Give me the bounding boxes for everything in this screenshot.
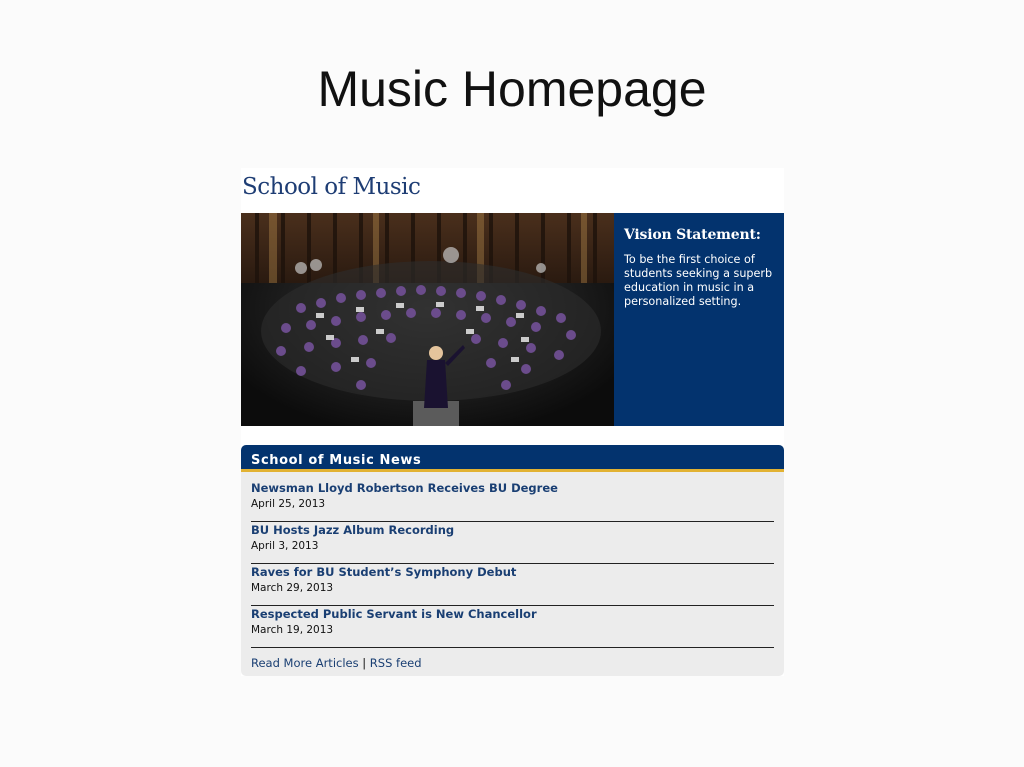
news-footer — [241, 648, 784, 670]
news-list — [241, 472, 784, 648]
news-item — [251, 606, 774, 648]
news-date: March 29, 2013 — [251, 582, 334, 594]
vision-text: To be the first choice of students seeking a superb education in music in a personalized setting. — [624, 253, 773, 308]
news-item — [251, 480, 774, 522]
news-item — [251, 522, 774, 564]
rss-feed-link[interactable]: RSS feed — [369, 656, 422, 670]
news-date: April 25, 2013 — [251, 498, 326, 510]
read-more-link[interactable]: Read More Articles — [251, 656, 359, 670]
news-headline-link[interactable]: Raves for BU Student’s Symphony Debut — [251, 565, 517, 579]
footer-separator: | — [362, 656, 367, 670]
news-panel — [241, 445, 784, 676]
website-screenshot — [241, 168, 784, 676]
news-date: April 3, 2013 — [251, 540, 319, 552]
news-header — [241, 445, 784, 472]
news-date: March 19, 2013 — [251, 624, 334, 636]
news-headline-link[interactable]: Respected Public Servant is New Chancellor — [251, 607, 537, 621]
band-photo — [241, 213, 614, 426]
news-headline-link[interactable]: BU Hosts Jazz Album Recording — [251, 523, 455, 537]
news-item — [251, 564, 774, 606]
news-headline-link[interactable]: Newsman Lloyd Robertson Receives BU Degree — [251, 481, 558, 495]
hero-banner — [241, 213, 784, 426]
news-heading: School of Music News — [251, 453, 422, 468]
vision-heading: Vision Statement: — [624, 227, 761, 243]
vision-statement-panel — [614, 213, 784, 426]
school-title[interactable]: School of Music — [242, 174, 421, 200]
slide-title: Music Homepage — [317, 61, 707, 117]
